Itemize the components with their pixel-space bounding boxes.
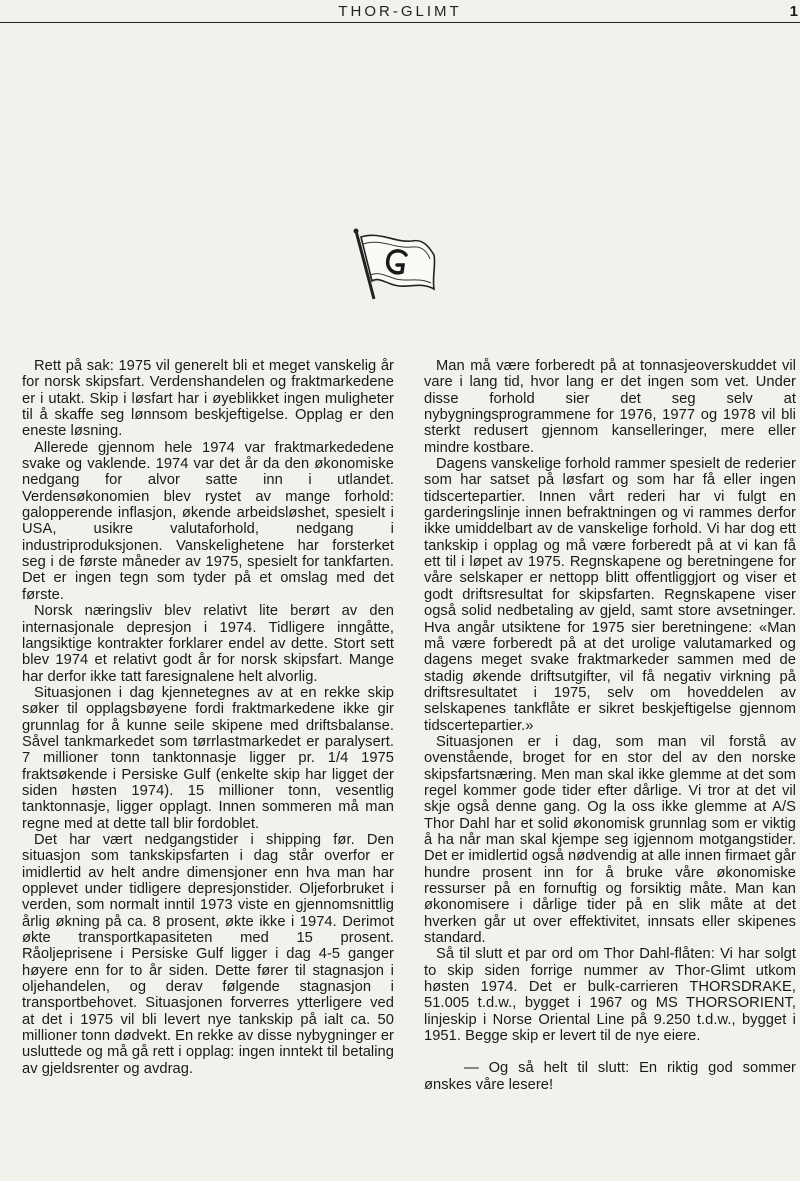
article-left-column <box>22 358 394 1077</box>
closing-greeting: — Og så helt til slutt: En riktig god sommer ønskes våre lesere! <box>424 1060 796 1093</box>
paragraph: Man må være forberedt på at tonnasjeoverskuddet vil vare i lang tid, hvor lang er det ingen som vet. Under disse forhold sier det seg selv at nybygningsprogrammene for 1976, 1977 og 1978 vil bli sterkt redusert gjennom kanselleringer, mere eller mindre kostbare. <box>424 358 796 456</box>
paragraph: Dagens vanskelige forhold rammer spesielt de rederier som har satset på løsfart og som har få eller ingen tidscertepartier. Innen vårt rederi har vi fulgt en garderingslinje innen befraktningen og vi rammes derfor ikke umiddelbart av de vanskelige forhold. Vi har dog ett tankskip i opplag og må være forberedt på at vi kan få ett til i løpet av 1975. Regnskapene og beretningene for våre selskaper er nettopp blitt offentliggjort og viser et godt driftsresultat for skipsfarten. Regnskapene viser også solid nedbetaling av gjeld, samt store avsetninger. Hva angår utsiktene for 1975 sier beretningene: «Man må være forberedt på at det urolige valutamarked og dagens meget svake fraktmarkeder sammen med de stadig økende driftsutgifter, vil få negativ virkning på driftsresultatet i 1975, selv om hoveddelen av selskapenes tankflåte er sikret beskjeftigelse gjennom tidscertepartier.» <box>424 456 796 734</box>
paragraph: Så til slutt et par ord om Thor Dahl-flåten: Vi har solgt to skip siden forrige nummer av Thor-Glimt utkom høsten 1974. Det er bulk-carrieren THORSDRAKE, 51.005 t.d.w., bygget i 1967 og MS THORSORIENT, linjeskip i Norse Oriental Line på 9.250 t.d.w., bygget i 1951. Begge skip er levert til de nye eiere. <box>424 946 796 1045</box>
paragraph: Allerede gjennom hele 1974 var fraktmarkededene svake og vaklende. 1974 var det år da den økonomiske nedgang for alvor satte inn i utlandet. Verdensøkonomien blev rystet av mange forhold: galopperende inflasjon, økende arbeidsløshet, spesielt i USA, usikre valutaforhold, nedgang i industriproduksjonen. Vanskelighetene har forsterket seg i de første måneder av 1975, spesielt for tankfarten. Det er ingen tegn som tyder på et omslag med det første. <box>22 439 394 603</box>
article-right-column <box>424 358 796 1093</box>
paragraph: Situasjonen er i dag, som man vil forstå av ovenstående, broget for en stor del av den norske skipsfartsnæring. Men man skal ikke glemme at det som regel kommer gode tider efter dårlige. Vi tror at det vil skje også denne gang. Og la oss ikke glemme at A/S Thor Dahl har et solid økonomisk grunnlag som er viktig å ha når man skal kjempe seg igjennom motgangstider. Det er imidlertid også nødvendig at alle innen firmaet går hundre prosent inn for å bruke våre økonomiske ressurser på en fornuftig og forsiktig måte. Man kan økonomisere i dårlige tider på en slik måte at det hverken går ut over effektivitet, innsats eller skipenes standard. <box>424 733 796 947</box>
paragraph: Norsk næringsliv blev relativt lite berørt av den internasjonale depresjon i 1974. Tidligere inngåtte, langsiktige kontrakter forklarer endel av dette. Stort sett blev 1974 et relativt godt år for norsk skipsfart. Mange har derfor ikke tatt faresignalene helt alvorlig. <box>22 603 394 685</box>
page-number: 1 <box>789 3 798 20</box>
paragraph: Det har vært nedgangstider i shipping før. Den situasjon som tankskipsfarten i dag står overfor er imidlertid av helt andre dimensjoner enn hva man har opplevet under tidligere depresjonstider. Oljeforbruket i verden, som normalt inntil 1973 viste en gjennomsnittlig årlig økning på ca. 8 prosent, økte ikke i 1974. Derimot økte transportkapasiteten med 15 prosent. Råoljeprisene i Persiske Gulf ligger i dag 4-5 ganger høyere enn for to år siden. Dette fører til stagnasjon i oljehandelen, og derav følgende stagnasjon i transportbehovet. Situasjonen forverres ytterligere ved at det i 1975 vil bli levert nye tankskip på ialt ca. 50 millioner tonn dødvekt. En rekke av disse nybygninger er usluttede og må gå rett i opplag: ingen inntekt til betaling av gjeldsrenter og avdrag. <box>22 831 394 1077</box>
paragraph: Rett på sak: 1975 vil generelt bli et meget vanskelig år for norsk skipsfart. Verdenshandelen og fraktmarkedene er i utakt. Skip i løsfart har i øyeblikket ingen muligheter til å skaffe seg lønnsom beskjeftigelse. Opplag er den eneste løsning. <box>22 358 394 440</box>
paragraph: Situasjonen i dag kjennetegnes av at en rekke skip søker til opplagsbøyene fordi fraktmarkedene ikke gir grunnlag for å kunne seile skipene med driftsbalanse. Såvel tankmarkedet som tørrlastmarkedet er paralysert. 7 millioner tonn tanktonnasje ligger pr. 1/4 1975 fraktsøkende i Persiske Gulf (enkelte skip har ligget der siden høsten 1974). 15 millioner tonn, vesentlig tanktonnasje, ligger opplagt. Innen sommeren må man regne med at dette tall blir fordoblet. <box>22 684 394 832</box>
page-header <box>0 0 800 22</box>
header-divider <box>0 22 800 23</box>
magazine-title: THOR-GLIMT <box>338 3 462 20</box>
thor-dahl-flag-icon <box>350 225 440 305</box>
